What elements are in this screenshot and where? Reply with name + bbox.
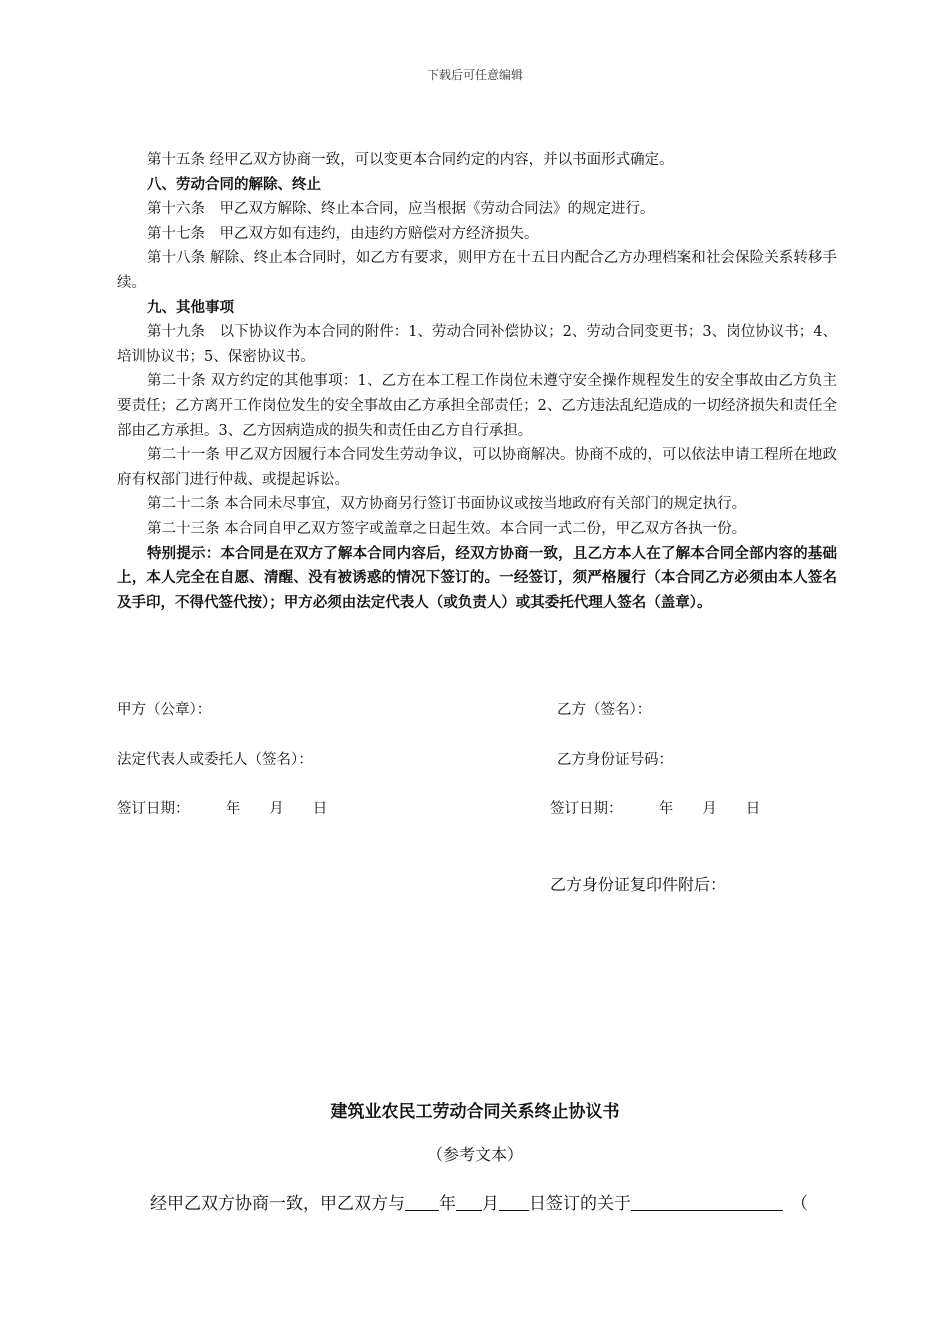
agreement-first-line [150,1189,808,1214]
special-notice: 特别提示：本合同是在双方了解本合同内容后，经双方协商一致，且乙方本人在了解本合同全部内容的基础上，本人完全在自愿、清醒、没有被诱惑的情况下签订的。一经签订，须严格履行（本合同乙方必须由本人签名及手印，不得代签代按）；甲方必须由法定代表人（或负责人）或其委托代理人签名（盖章）。 [117,545,837,611]
article-20: 第二十条 双方约定的其他事项：1、乙方在本工程工作岗位未遵守安全操作规程发生的安全事故由乙方负主要责任；乙方离开工作岗位发生的安全事故由乙方承担全部责任；2、乙方违法乱纪造成的一切经济损失和责任全部由乙方承担。3、乙方因病造成的损失和责任由乙方自行承担。 [117,373,837,439]
article-18: 第十八条 解除、终止本合同时，如乙方有要求，则甲方在十五日内配合乙方办理档案和社会保险关系转移手续。 [117,250,837,291]
section-heading-9: 九、其他事项 [147,299,234,316]
article-17: 第十七条 甲乙双方如有违约，由违约方赔偿对方经济损失。 [147,225,539,242]
article-16: 第十六条 甲乙双方解除、终止本合同，应当根据《劳动合同法》的规定进行。 [147,201,655,218]
article-22: 第二十二条 本合同未尽事宜，双方协商另行签订书面协议或按当地政府有关部门的规定执行。 [147,496,747,513]
agreement-subtitle: （参考文本） [426,1145,523,1164]
article-15: 第十五条 经甲乙双方协商一致，可以变更本合同约定的内容，并以书面形式确定。 [147,152,674,168]
sign-date-left: 签订日期： 年 月 日 [117,801,328,817]
party-b-id-label: 乙方身份证号码： [557,752,673,768]
section-heading-8: 八、劳动合同的解除、终止 [147,176,321,193]
party-a-seal-label: 甲方（公章）： [117,702,212,718]
agreement-line-text: 经甲乙双方协商一致，甲乙双方与 [150,1194,405,1214]
party-b-sign-label: 乙方（签名）： [557,702,652,718]
contract-body [117,148,837,615]
agreement-title: 建筑业农民工劳动合同关系终止协议书 [330,1102,620,1122]
article-23: 第二十三条 本合同自甲乙双方签字或盖章之日起生效。本合同一式二份，甲乙双方各执一份。 [147,520,747,537]
year-label: 年 [439,1194,456,1214]
year-blank [405,1192,439,1211]
month-blank [456,1192,482,1211]
month-label: 月 [482,1194,499,1214]
sign-date-right: 签订日期： 年 月 日 [550,801,761,817]
subject-blank [631,1192,783,1211]
header-note: 下载后可任意编辑 [426,68,523,82]
id-copy-note: 乙方身份证复印件附后： [550,875,727,894]
day-blank [499,1192,529,1211]
open-paren: （ [791,1194,808,1214]
legal-rep-label: 法定代表人或委托人（签名）： [117,752,313,768]
day-label: 日签订的关于 [529,1194,631,1214]
article-21: 第二十一条 甲乙双方因履行本合同发生劳动争议，可以协商解决。协商不成的，可以依法申请工程所在地政府有权部门进行仲裁、或提起诉讼。 [117,447,837,488]
article-19: 第十九条 以下协议作为本合同的附件：1、劳动合同补偿协议；2、劳动合同变更书；3、岗位协议书；4、培训协议书；5、保密协议书。 [117,324,837,365]
